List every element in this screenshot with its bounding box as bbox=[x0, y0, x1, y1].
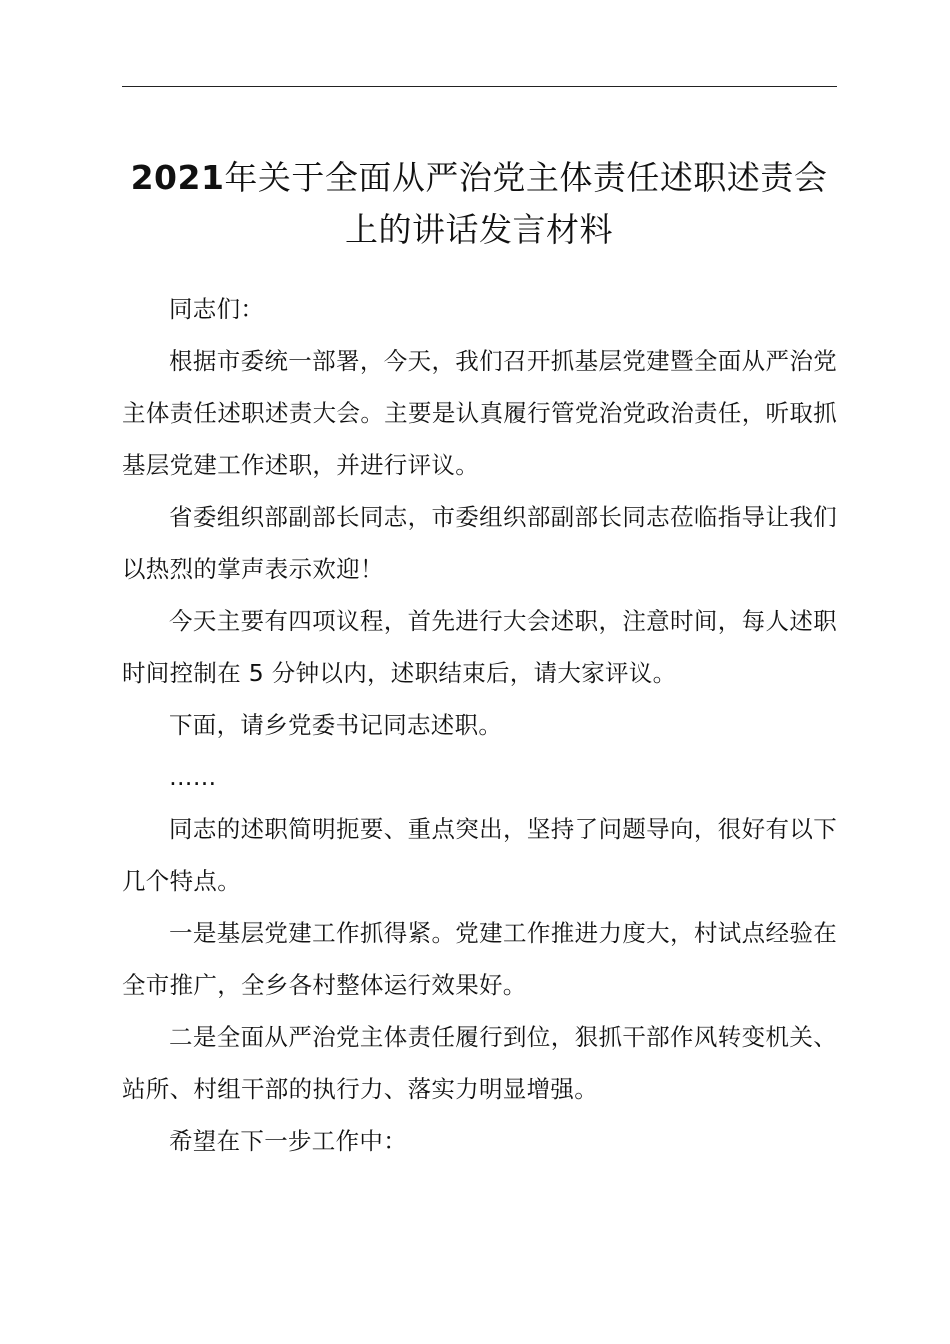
paragraph-ellipsis: …… bbox=[169, 763, 217, 791]
paragraph: 省委组织部副部长同志，市委组织部副部长同志莅临指导让我们以热烈的掌声表示欢迎！ bbox=[122, 503, 837, 583]
header-rule bbox=[122, 86, 837, 87]
paragraph: 今天主要有四项议程，首先进行大会述职，注意时间，每人述职时间控制在 5 分钟以内，述职结束后，请大家评议。 bbox=[122, 607, 837, 687]
title-year: 2021 bbox=[130, 158, 225, 197]
paragraph: 希望在下一步工作中： bbox=[169, 1127, 407, 1155]
title-text: 年关于全面从严治党主体责任述职述责会上的讲话发言材料 bbox=[224, 158, 828, 249]
paragraph-salutation: 同志们： bbox=[169, 295, 265, 323]
paragraph: 一是基层党建工作抓得紧。党建工作推进力度大，村试点经验在全市推广，全乡各村整体运行效果好。 bbox=[122, 919, 837, 999]
paragraph: 二是全面从严治党主体责任履行到位，狠抓干部作风转变机关、站所、村组干部的执行力、落实力明显增强。 bbox=[122, 1023, 837, 1103]
document-title bbox=[118, 152, 840, 256]
paragraph: 根据市委统一部署，今天，我们召开抓基层党建暨全面从严治党主体责任述职述责大会。主要是认真履行管党治党政治责任，听取抓基层党建工作述职，并进行评议。 bbox=[122, 347, 837, 479]
paragraph: 同志的述职简明扼要、重点突出，坚持了问题导向，很好有以下几个特点。 bbox=[122, 815, 837, 895]
document-body bbox=[122, 283, 837, 1167]
paragraph: 下面，请乡党委书记同志述职。 bbox=[169, 711, 503, 739]
